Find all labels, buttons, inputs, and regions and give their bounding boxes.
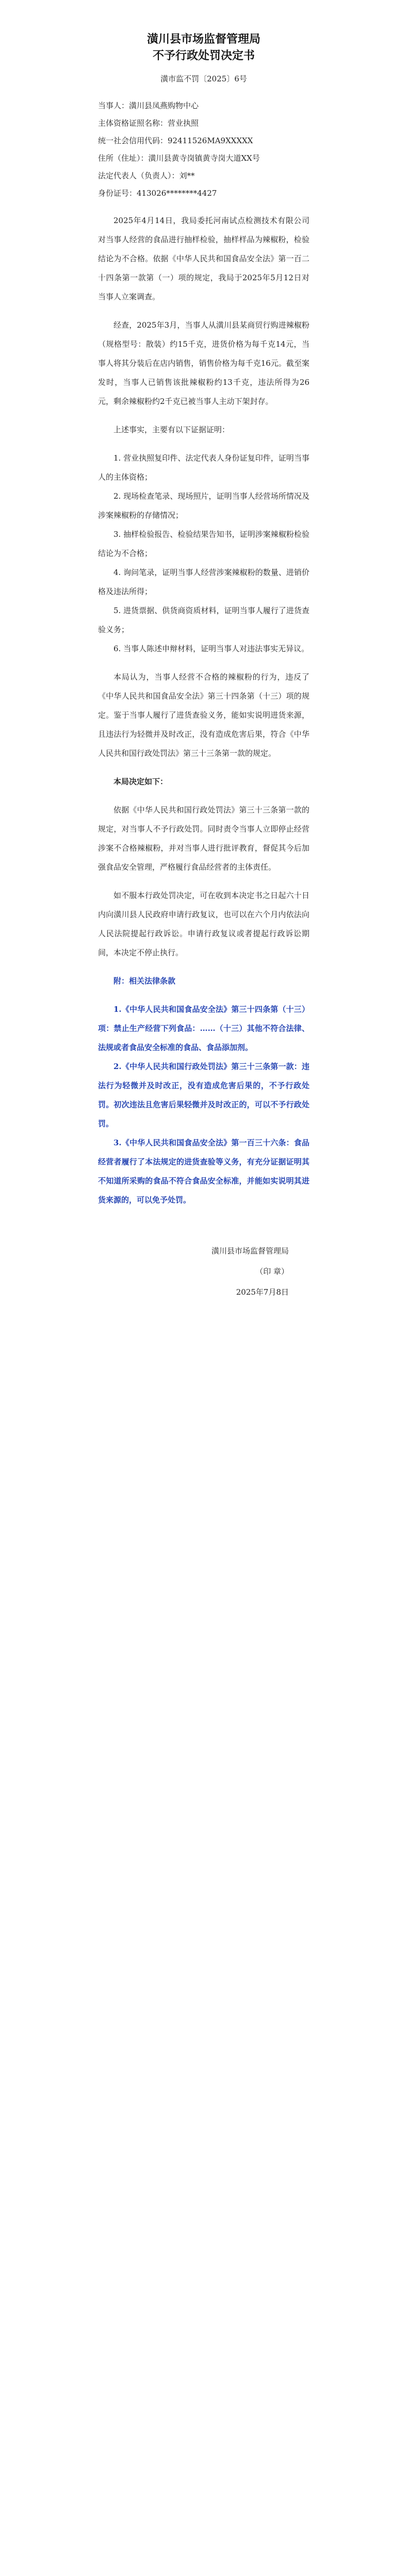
document: [98, 31, 309, 1302]
signature-block: [98, 1241, 309, 1302]
list-item: 5. 进货票据、供货商资质材料，证明当事人履行了进货查验义务；: [98, 606, 309, 634]
remedy-paragraph: 如不服本行政处罚决定，可在收到本决定书之日起六十日内向潢川县人民政府申请行政复议，也可以在六个月内依法向人民法院提起行政诉讼。申请行政复议或者提起行政诉讼期间，本决定不停止执行。: [98, 891, 309, 957]
list-item: 2. 现场检查笔录、现场照片，证明当事人经营场所情况及涉案辣椒粉的存储情况；: [98, 492, 309, 520]
intro-paragraph: 2025年4月14日，我局委托河南试点检测技术有限公司对当事人经营的食品进行抽样检验，抽样样品为辣椒粉，检验结论为不合格。依据《中华人民共和国食品安全法》第一百二十四条第一款第（一）项的规定，我局于2025年5月12日对当事人立案调查。: [98, 216, 309, 301]
list-item: 3. 抽样检验报告、检验结果告知书，证明涉案辣椒粉检验结论为不合格；: [98, 530, 309, 558]
evidence-intro: 上述事实，主要有以下证据证明：: [113, 425, 230, 434]
evidence-list: [98, 449, 309, 658]
decision-label: 本局决定如下：: [113, 777, 168, 786]
document-number: 潢市监不罚〔2025〕6号: [160, 74, 247, 83]
party-legal-rep: 法定代表人（负责人）：刘**: [98, 171, 195, 180]
list-item: 1.《中华人民共和国食品安全法》第三十四条第（十三）项：禁止生产经营下列食品：……（十三）其他不符合法律、法规或者食品安全标准的食品、食品添加剂。: [98, 1005, 309, 1052]
decision-paragraph: 依据《中华人民共和国行政处罚法》第三十三条第一款的规定，对当事人不予行政处罚。同时责令当事人立即停止经营涉案不合格辣椒粉，并对当事人进行批评教育，督促其今后加强食品安全管理，严格履行食品经营者的主体责任。: [98, 805, 309, 872]
list-item: 6. 当事人陈述申辩材料，证明当事人对违法事实无异议。: [113, 644, 309, 653]
party-credit-code: 统一社会信用代码：92411526MA9XXXXX: [98, 136, 253, 145]
list-item: 2.《中华人民共和国行政处罚法》第三十三条第一款：违法行为轻微并及时改正，没有造成危害后果的，不予行政处罚。初次违法且危害后果轻微并及时改正的，可以不予行政处罚。: [98, 1062, 309, 1128]
issuer-name: 潢川县市场监督管理局: [211, 1246, 289, 1256]
analysis-paragraph: 本局认为，当事人经营不合格的辣椒粉的行为，违反了《中华人民共和国食品安全法》第三十四条第（十三）项的规定。鉴于当事人履行了进货查验义务，能如实说明进货来源，且违法行为轻微并及时改正，没有造成危害后果，符合《中华人民共和国行政处罚法》第三十三条第一款的规定。: [98, 672, 309, 758]
law-heading: 附：相关法律条款: [113, 976, 176, 986]
law-list: [98, 1000, 309, 1210]
seal-note: （印 章）: [255, 1267, 289, 1276]
party-id-number: 身份证号：413026********4427: [98, 189, 217, 198]
party-address: 住所（住址）：潢川县黄寺岗镇黄寺岗大道XX号: [98, 154, 260, 163]
investigation-paragraph: 经查，2025年3月，当事人从潢川县某商贸行购进辣椒粉（规格型号：散装）约15千克，进货价格为每千克14元，当事人将其分装后在店内销售，销售价格为每千克16元。截至案发时，当事人已销售该批辣椒粉约13千克，违法所得为26元，剩余辣椒粉约2千克已被当事人主动下架封存。: [98, 320, 309, 406]
party-info: [98, 97, 309, 202]
party-name: 当事人：潢川县凤燕购物中心: [98, 101, 199, 110]
issue-date: 2025年7月8日: [236, 1287, 289, 1297]
document-title: 不予行政处罚决定书: [152, 49, 255, 62]
issuer-title: 潢川县市场监督管理局: [146, 32, 260, 46]
list-item: 1. 营业执照复印件、法定代表人身份证复印件，证明当事人的主体资格；: [98, 453, 309, 482]
list-item: 4. 询问笔录，证明当事人经营涉案辣椒粉的数量、进销价格及违法所得；: [98, 568, 309, 596]
party-license-type: 主体资格证照名称：营业执照: [98, 118, 199, 128]
list-item: 3.《中华人民共和国食品安全法》第一百三十六条：食品经营者履行了本法规定的进货查验等义务，有充分证据证明其不知道所采购的食品不符合食品安全标准，并能如实说明其进货来源的，可以免予处罚。: [98, 1138, 309, 1205]
